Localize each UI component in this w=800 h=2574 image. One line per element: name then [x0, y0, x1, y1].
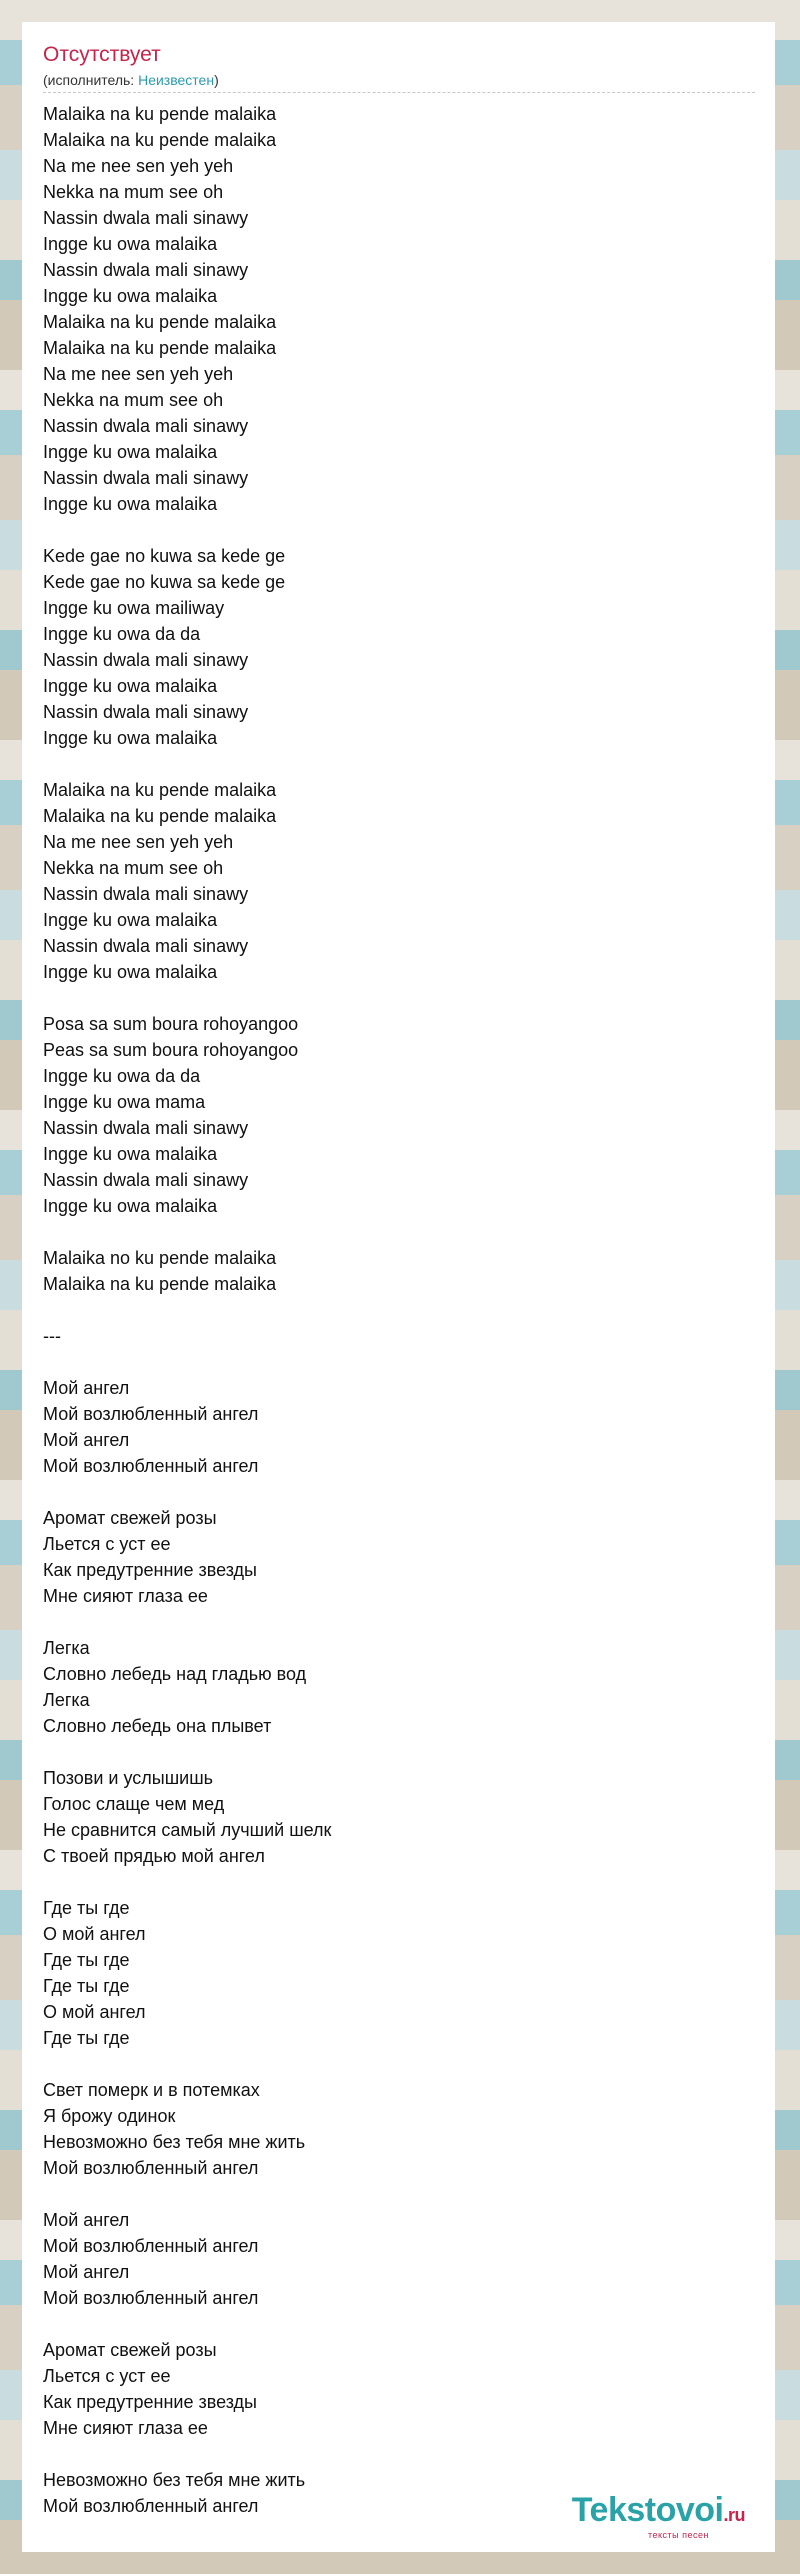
lyrics-text [43, 101, 755, 2519]
lyric-blank-line [43, 2181, 755, 2207]
artist-link[interactable]: Неизвестен [138, 72, 215, 88]
lyric-line: Ingge ku owa malaika [43, 1196, 218, 1216]
lyric-line: Мой возлюбленный ангел [43, 1404, 259, 1424]
lyric-line: Льется с уст ее [43, 2366, 171, 2386]
lyric-line: Мой ангел [43, 1378, 130, 1398]
logo-tld: .ru [723, 2505, 745, 2525]
lyric-blank-line [43, 751, 755, 777]
lyric-line: Nassin dwala mali sinawy [43, 884, 249, 904]
lyric-line: Malaika na ku pende malaika [43, 780, 277, 800]
lyric-line: Malaika na ku pende malaika [43, 130, 277, 150]
lyric-line: Легка [43, 1638, 90, 1658]
lyric-line: Мне сияют глаза ее [43, 2418, 208, 2438]
lyric-line: Ingge ku owa mama [43, 1092, 206, 1112]
lyric-blank-line [43, 1219, 755, 1245]
lyric-line: Ingge ku owa malaika [43, 234, 218, 254]
lyric-line: Nekka na mum see oh [43, 858, 224, 878]
lyric-line: Peas sa sum boura rohoyangoo [43, 1040, 299, 1060]
lyric-line: Ingge ku owa da da [43, 624, 201, 644]
lyric-line: С твоей прядью мой ангел [43, 1846, 265, 1866]
lyric-line: Nassin dwala mali sinawy [43, 416, 249, 436]
lyric-line: Ingge ku owa malaika [43, 962, 218, 982]
lyric-line: Позови и услышишь [43, 1768, 214, 1788]
lyric-line: Мой возлюбленный ангел [43, 2158, 259, 2178]
lyric-line: Malaika na ku pende malaika [43, 312, 277, 332]
lyric-line: Malaika na ku pende malaika [43, 806, 277, 826]
lyric-line: Я брожу одинок [43, 2106, 176, 2126]
lyric-line: Льется с уст ее [43, 1534, 171, 1554]
lyric-line: Ingge ku owa malaika [43, 494, 218, 514]
lyric-line: Ingge ku owa malaika [43, 442, 218, 462]
lyric-line: Ingge ku owa da da [43, 1066, 201, 1086]
lyric-blank-line [43, 1739, 755, 1765]
lyric-line: Голос слаще чем мед [43, 1794, 225, 1814]
artist-suffix: ) [214, 72, 219, 88]
lyric-line: Nassin dwala mali sinawy [43, 208, 249, 228]
lyric-line: Nassin dwala mali sinawy [43, 468, 249, 488]
lyric-line: Ingge ku owa malaika [43, 1144, 218, 1164]
lyric-line: Ingge ku owa malaika [43, 910, 218, 930]
lyric-line: --- [43, 1326, 61, 1346]
artist-line [43, 72, 219, 88]
lyric-line: Как предутренние звезды [43, 2392, 257, 2412]
lyric-line: Nassin dwala mali sinawy [43, 1170, 249, 1190]
lyric-line: Malaika na ku pende malaika [43, 1274, 277, 1294]
lyric-line: Аромат свежей розы [43, 1508, 217, 1528]
lyric-line: Nassin dwala mali sinawy [43, 1118, 249, 1138]
lyric-line: Nassin dwala mali sinawy [43, 936, 249, 956]
lyric-blank-line [43, 517, 755, 543]
lyric-blank-line [43, 1297, 755, 1323]
lyric-blank-line [43, 2441, 755, 2467]
lyric-line: Мой возлюбленный ангел [43, 2288, 259, 2308]
lyric-line: Аромат свежей розы [43, 2340, 217, 2360]
lyric-line: Malaika na ku pende malaika [43, 104, 277, 124]
lyric-line: Мой возлюбленный ангел [43, 2496, 259, 2516]
lyric-line: Мой ангел [43, 1430, 130, 1450]
lyric-line: Словно лебедь над гладью вод [43, 1664, 307, 1684]
lyric-line: Где ты где [43, 1898, 130, 1918]
lyric-line: Nassin dwala mali sinawy [43, 702, 249, 722]
lyric-line: Невозможно без тебя мне жить [43, 2470, 306, 2490]
lyric-line: Ingge ku owa malaika [43, 728, 218, 748]
lyric-blank-line [43, 1609, 755, 1635]
site-logo[interactable] [572, 2493, 745, 2540]
lyric-line: Nassin dwala mali sinawy [43, 260, 249, 280]
lyric-line: Где ты где [43, 1976, 130, 1996]
lyric-blank-line [43, 2051, 755, 2077]
lyric-line: Na me nee sen yeh yeh [43, 364, 234, 384]
logo-tagline: тексты песен [647, 2530, 709, 2540]
lyric-line: Nassin dwala mali sinawy [43, 650, 249, 670]
logo-name: Tekstovoi [571, 2491, 724, 2529]
lyrics-card [22, 22, 775, 2552]
lyric-line: Как предутренние звезды [43, 1560, 257, 1580]
lyric-line: Posa sa sum boura rohoyangoo [43, 1014, 299, 1034]
lyric-blank-line [43, 1349, 755, 1375]
lyric-line: Мой ангел [43, 2210, 130, 2230]
lyric-line: Легка [43, 1690, 90, 1710]
lyric-line: Nekka na mum see oh [43, 182, 224, 202]
artist-prefix: (исполнитель: [43, 72, 139, 88]
lyric-line: Не сравнится самый лучший шелк [43, 1820, 332, 1840]
lyric-line: Словно лебедь она плывет [43, 1716, 272, 1736]
lyric-blank-line [43, 1869, 755, 1895]
lyric-line: Мой ангел [43, 2262, 130, 2282]
lyric-line: Na me nee sen yeh yeh [43, 156, 234, 176]
lyric-line: О мой ангел [43, 1924, 146, 1944]
lyric-line: Мой возлюбленный ангел [43, 2236, 259, 2256]
lyric-line: Malaika no ku pende malaika [43, 1248, 277, 1268]
lyric-line: Kede gae no kuwa sa kede ge [43, 572, 286, 592]
lyric-line: Ingge ku owa mailiway [43, 598, 225, 618]
lyric-line: Kede gae no kuwa sa kede ge [43, 546, 286, 566]
lyric-line: Мне сияют глаза ее [43, 1586, 208, 1606]
title-separator [43, 92, 755, 93]
lyric-line: Nekka na mum see oh [43, 390, 224, 410]
lyric-blank-line [43, 985, 755, 1011]
lyric-line: Ingge ku owa malaika [43, 676, 218, 696]
lyric-line: Где ты где [43, 2028, 130, 2048]
lyric-blank-line [43, 2311, 755, 2337]
lyric-line: Где ты где [43, 1950, 130, 1970]
lyric-blank-line [43, 1479, 755, 1505]
lyric-line: Ingge ku owa malaika [43, 286, 218, 306]
lyric-line: Свет померк и в потемках [43, 2080, 260, 2100]
lyric-line: Мой возлюбленный ангел [43, 1456, 259, 1476]
lyric-line: Невозможно без тебя мне жить [43, 2132, 306, 2152]
lyric-line: Na me nee sen yeh yeh [43, 832, 234, 852]
song-title: Отсутствует [43, 43, 161, 66]
lyric-line: О мой ангел [43, 2002, 146, 2022]
lyric-line: Malaika na ku pende malaika [43, 338, 277, 358]
